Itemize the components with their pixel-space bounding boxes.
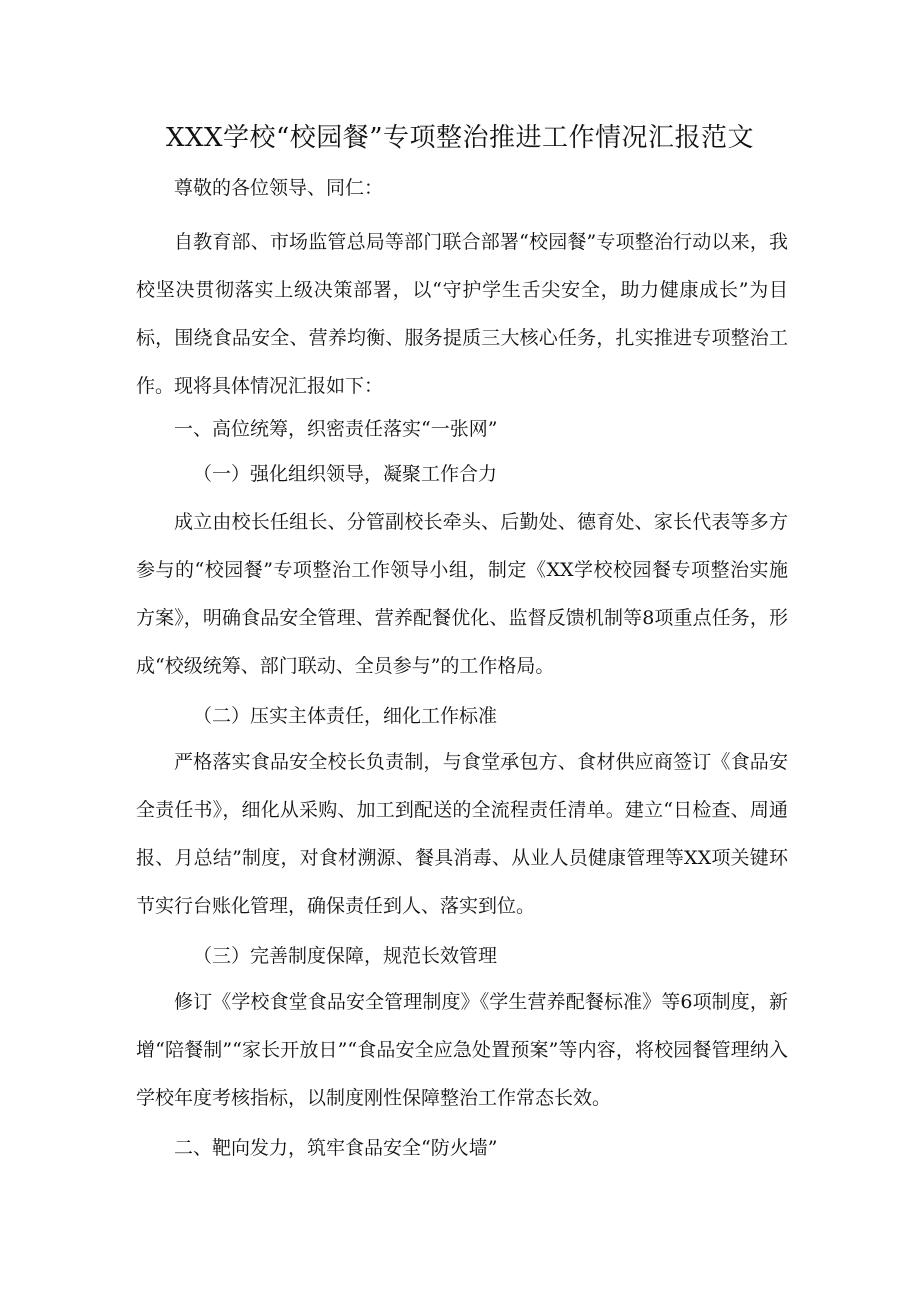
subsection-1-heading: （一）强化组织领导，凝聚工作合力 [193,463,498,485]
subsection-2-body: 严格落实食品安全校长负责制，与食堂承包方、食材供应商签订《食品安全责任书》，细化从采购、加工到配送的全流程责任清单。建立“日检查、周通报、月总结”制度，对食材溯源、餐具消毒、从业人员健康管理等XX项关键环节实行台账化管理，确保责任到人、落实到位。 [136,751,788,917]
salutation: 尊敬的各位领导、同仁： [174,177,384,199]
subsection-3-body: 修订《学校食堂食品安全管理制度》《学生营养配餐标准》等6项制度，新增“陪餐制”“家长开放日”“食品安全应急处置预案”等内容，将校园餐管理纳入学校年度考核指标，以制度刚性保障整治工作常态长效。 [136,991,788,1109]
document-title: XXX学校“校园餐”专项整治推进工作情况汇报范文 [165,123,755,153]
subsection-2-heading: （二）压实主体责任，细化工作标准 [193,705,498,727]
section-1-heading: 一、高位统筹，织密责任落实“一张网” [174,418,498,440]
section-2-heading: 二、靶向发力，筑牢食品安全“防火墙” [174,1137,498,1159]
subsection-3-heading: （三）完善制度保障，规范长效管理 [193,945,498,967]
intro-paragraph: 自教育部、市场监管总局等部门联合部署“校园餐”专项整治行动以来，我校坚决贯彻落实上级决策部署，以“守护学生舌尖安全，助力健康成长”为目标，围绕食品安全、营养均衡、服务提质三大核心任务，扎实推进专项整治工作。现将具体情况汇报如下： [136,231,788,397]
subsection-1-body: 成立由校长任组长、分管副校长牵头、后勤处、德育处、家长代表等多方参与的“校园餐”专项整治工作领导小组，制定《XX学校校园餐专项整治实施方案》，明确食品安全管理、营养配餐优化、监督反馈机制等8项重点任务，形成“校级统筹、部门联动、全员参与”的工作格局。 [136,511,788,677]
